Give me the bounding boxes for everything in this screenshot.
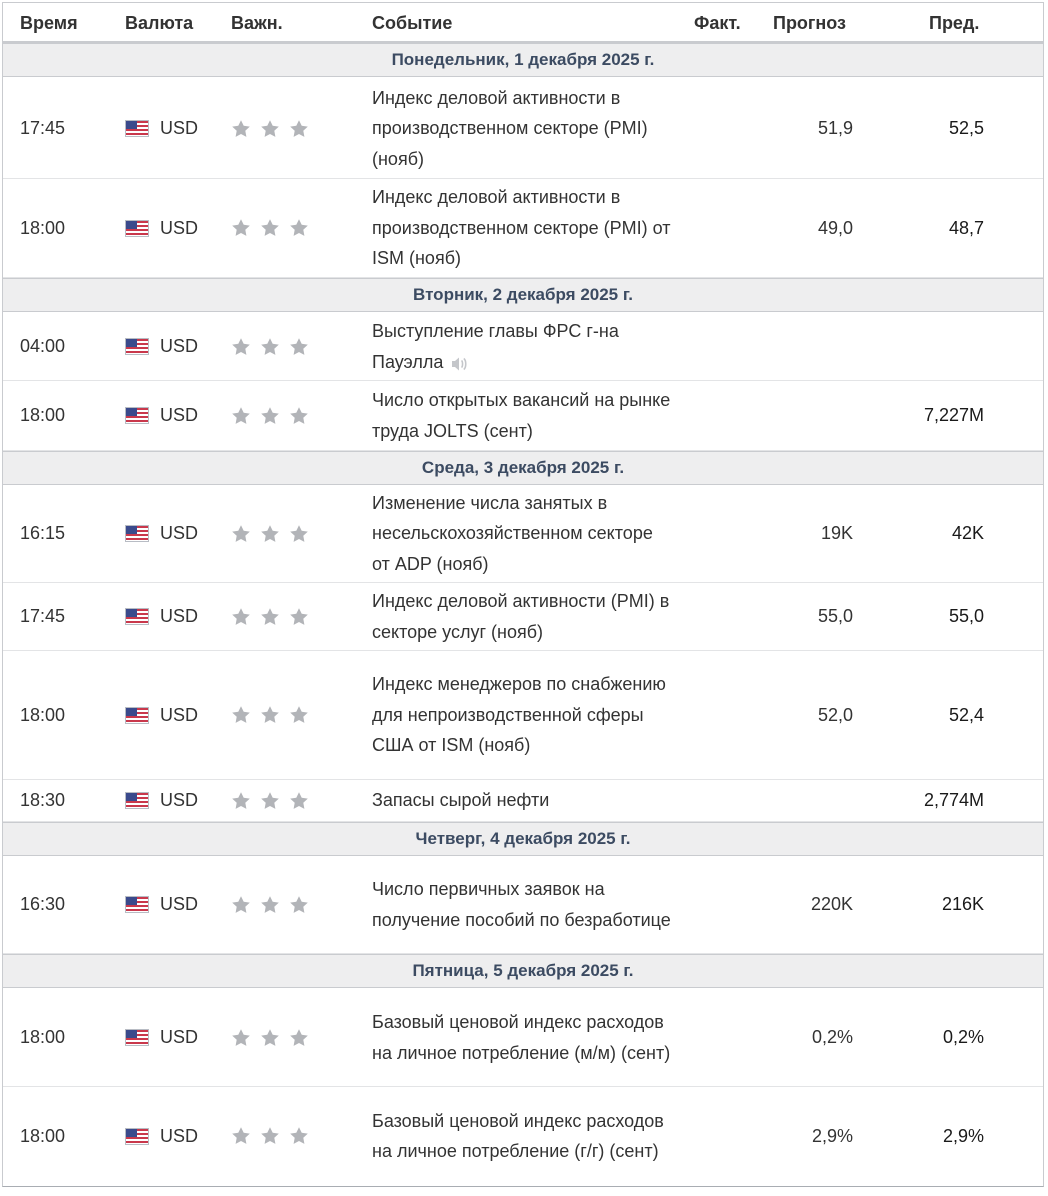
star-icon [231, 406, 251, 426]
importance-stars [231, 485, 318, 582]
event-time: 18:00 [20, 217, 66, 238]
importance-stars [231, 856, 318, 953]
event-currency [125, 651, 198, 779]
event-time: 18:00 [20, 704, 66, 725]
table-row[interactable] [3, 651, 1043, 780]
event-forecast: 55,0 [817, 606, 853, 626]
table-row[interactable] [3, 313, 1043, 381]
event-previous: 42K [951, 523, 984, 543]
event-forecast: 220K [810, 894, 853, 914]
table-row[interactable] [3, 583, 1043, 651]
star-icon [289, 705, 309, 725]
table-row[interactable] [3, 485, 1043, 583]
table-row[interactable] [3, 1087, 1043, 1185]
table-row[interactable] [3, 856, 1043, 954]
star-icon [231, 791, 251, 811]
us-flag-icon [125, 407, 149, 424]
event-time: 18:00 [20, 1027, 66, 1047]
event-currency [125, 583, 198, 650]
us-flag-icon [125, 1029, 149, 1046]
event-previous: 0,2% [942, 1027, 984, 1047]
event-forecast: 51,9 [817, 118, 853, 138]
event-previous: 48,7 [948, 217, 984, 238]
importance-stars [231, 989, 318, 1086]
importance-stars [231, 1087, 318, 1185]
us-flag-icon [125, 338, 149, 355]
table-row[interactable] [3, 179, 1043, 278]
currency-code: USD [160, 894, 199, 914]
currency-code: USD [160, 704, 199, 725]
header-actual: Факт. [694, 13, 741, 33]
event-name[interactable]: Запасы сырой нефти [372, 790, 550, 811]
header-previous: Пред. [929, 13, 980, 33]
star-icon [231, 218, 251, 238]
event-forecast: 0,2% [811, 1027, 853, 1047]
event-time: 18:00 [20, 405, 66, 425]
day-header: Четверг, 4 декабря 2025 г. [3, 822, 1043, 856]
event-name[interactable]: Число первичных заявок на получение пособий по безработице [372, 879, 671, 930]
star-icon [231, 1028, 251, 1048]
event-forecast: 49,0 [817, 217, 853, 238]
table-row[interactable] [3, 381, 1043, 451]
star-icon [260, 1126, 280, 1146]
us-flag-icon [125, 608, 149, 625]
event-previous: 216K [941, 894, 984, 914]
star-icon [231, 337, 251, 357]
importance-stars [231, 381, 318, 450]
us-flag-icon [125, 220, 149, 237]
event-currency [125, 313, 198, 380]
star-icon [260, 607, 280, 627]
star-icon [260, 791, 280, 811]
currency-code: USD [160, 523, 199, 543]
importance-stars [231, 179, 318, 277]
us-flag-icon [125, 1128, 149, 1145]
event-name[interactable]: Изменение числа занятых в несельскохозяйственном секторе от ADP (нояб) [372, 492, 653, 574]
day-header: Понедельник, 1 декабря 2025 г. [3, 43, 1043, 77]
event-name[interactable]: Индекс менеджеров по снабжению для непроизводственной сферы США от ISM (нояб) [372, 674, 666, 756]
star-icon [260, 337, 280, 357]
speaker-icon[interactable] [449, 353, 469, 373]
header-currency: Валюта [125, 13, 194, 33]
table-row[interactable] [3, 79, 1043, 179]
header-forecast: Прогноз [773, 13, 847, 33]
event-currency [125, 381, 198, 450]
currency-code: USD [160, 1125, 199, 1146]
star-icon [260, 119, 280, 139]
event-forecast: 19K [820, 523, 853, 543]
event-time: 18:30 [20, 790, 66, 810]
currency-code: USD [160, 405, 199, 425]
event-name[interactable]: Число открытых вакансий на рынке труда JOLTS (сент) [372, 390, 671, 441]
star-icon [231, 607, 251, 627]
star-icon [231, 895, 251, 915]
star-icon [260, 705, 280, 725]
star-icon [289, 791, 309, 811]
importance-stars [231, 780, 318, 821]
currency-code: USD [160, 217, 199, 238]
event-previous: 52,4 [948, 704, 984, 725]
event-previous: 2,9% [942, 1125, 984, 1146]
star-icon [231, 1126, 251, 1146]
event-previous: 7,227M [923, 405, 984, 425]
event-currency [125, 780, 198, 821]
event-currency [125, 179, 198, 277]
header-importance: Важн. [231, 13, 283, 33]
star-icon [231, 705, 251, 725]
event-forecast: 2,9% [811, 1125, 853, 1146]
star-icon [260, 406, 280, 426]
star-icon [260, 218, 280, 238]
event-name[interactable]: Базовый ценовой индекс расходов на личное потребление (м/м) (сент) [372, 1012, 671, 1063]
header-event: Событие [372, 13, 453, 33]
event-time: 17:45 [20, 606, 66, 626]
economic-calendar [2, 2, 1044, 1187]
star-icon [289, 218, 309, 238]
event-currency [125, 485, 198, 582]
event-name[interactable]: Базовый ценовой индекс расходов на личное потребление (г/г) (сент) [372, 1110, 664, 1161]
event-time: 16:30 [20, 894, 66, 914]
table-row[interactable] [3, 989, 1043, 1087]
currency-code: USD [160, 118, 199, 138]
event-previous: 52,5 [948, 118, 984, 138]
star-icon [289, 1126, 309, 1146]
event-forecast [703, 780, 853, 821]
us-flag-icon [125, 792, 149, 809]
currency-code: USD [160, 1027, 199, 1047]
event-currency [125, 989, 198, 1086]
currency-code: USD [160, 606, 199, 626]
event-currency [125, 79, 198, 178]
event-time: 18:00 [20, 1125, 66, 1146]
day-header: Пятница, 5 декабря 2025 г. [3, 954, 1043, 988]
us-flag-icon [125, 525, 149, 542]
star-icon [289, 607, 309, 627]
star-icon [260, 524, 280, 544]
header-time: Время [20, 13, 78, 33]
importance-stars [231, 79, 318, 178]
day-header: Вторник, 2 декабря 2025 г. [3, 278, 1043, 312]
event-currency [125, 1087, 198, 1185]
star-icon [231, 524, 251, 544]
event-previous [863, 313, 984, 380]
event-name[interactable]: Выступление главы ФРС г-на Пауэлла [372, 321, 619, 372]
event-time: 16:15 [20, 523, 66, 543]
currency-code: USD [160, 790, 199, 810]
star-icon [260, 1028, 280, 1048]
event-time: 17:45 [20, 118, 66, 138]
table-header [3, 3, 1043, 43]
event-name[interactable]: Индекс деловой активности (PMI) в секторе услуг (нояб) [372, 591, 670, 642]
us-flag-icon [125, 707, 149, 724]
day-header: Среда, 3 декабря 2025 г. [3, 451, 1043, 485]
star-icon [260, 895, 280, 915]
us-flag-icon [125, 120, 149, 137]
event-time: 04:00 [20, 336, 66, 356]
importance-stars [231, 651, 318, 779]
table-row[interactable] [3, 780, 1043, 822]
importance-stars [231, 313, 318, 380]
event-name[interactable]: Индекс деловой активности в производственном секторе (PMI) от ISM (нояб) [372, 187, 671, 269]
currency-code: USD [160, 336, 199, 356]
us-flag-icon [125, 896, 149, 913]
event-forecast: 52,0 [817, 704, 853, 725]
star-icon [289, 524, 309, 544]
star-icon [289, 895, 309, 915]
star-icon [289, 1028, 309, 1048]
event-forecast [703, 381, 853, 450]
importance-stars [231, 583, 318, 650]
star-icon [231, 119, 251, 139]
star-icon [289, 119, 309, 139]
star-icon [289, 406, 309, 426]
event-forecast [703, 313, 853, 380]
star-icon [289, 337, 309, 357]
event-previous: 55,0 [948, 606, 984, 626]
event-name[interactable]: Индекс деловой активности в производственном секторе (PMI) (нояб) [372, 87, 648, 169]
event-previous: 2,774M [923, 790, 984, 810]
event-currency [125, 856, 198, 953]
